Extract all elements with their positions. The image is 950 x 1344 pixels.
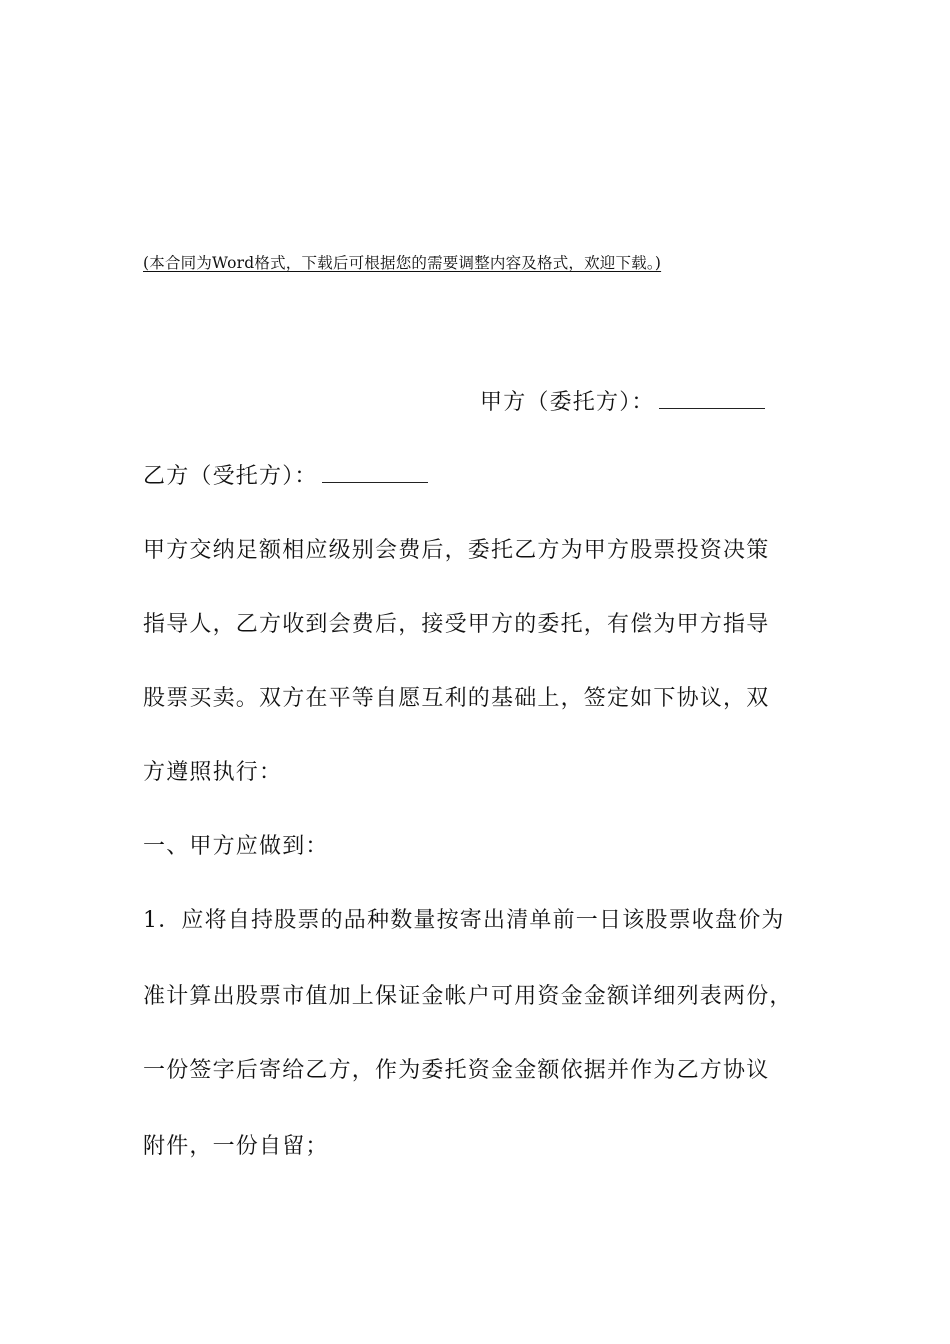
body-line: 指导人，乙方收到会费后，接受甲方的委托，有偿为甲方指导 <box>143 612 770 637</box>
party-b-line <box>143 460 428 492</box>
party-a-blank <box>659 386 765 409</box>
body-line: 准计算出股票市值加上保证金帐户可用资金金额详细列表两份， <box>143 984 793 1009</box>
download-notice: (本合同为Word格式，下载后可根据您的需要调整内容及格式，欢迎下载。) <box>143 254 662 272</box>
section-heading: 一、甲方应做到： <box>143 834 329 859</box>
body-line: 甲方交纳足额相应级别会费后，委托乙方为甲方股票投资决策 <box>143 538 770 563</box>
party-a-label: 甲方（委托方）： <box>480 390 655 415</box>
party-b-blank <box>322 460 428 483</box>
party-b-label: 乙方（受托方）： <box>143 464 318 489</box>
party-a-line <box>480 386 765 418</box>
body-line: 股票买卖。双方在平等自愿互利的基础上，签定如下协议，双 <box>143 686 770 711</box>
body-line: 附件，一份自留； <box>143 1134 329 1159</box>
body-line: 1．应将自持股票的品种数量按寄出清单前一日该股票收盘价为 <box>143 908 785 933</box>
body-line: 方遵照执行： <box>143 760 283 785</box>
body-line: 一份签字后寄给乙方，作为委托资金金额依据并作为乙方协议 <box>143 1058 770 1083</box>
